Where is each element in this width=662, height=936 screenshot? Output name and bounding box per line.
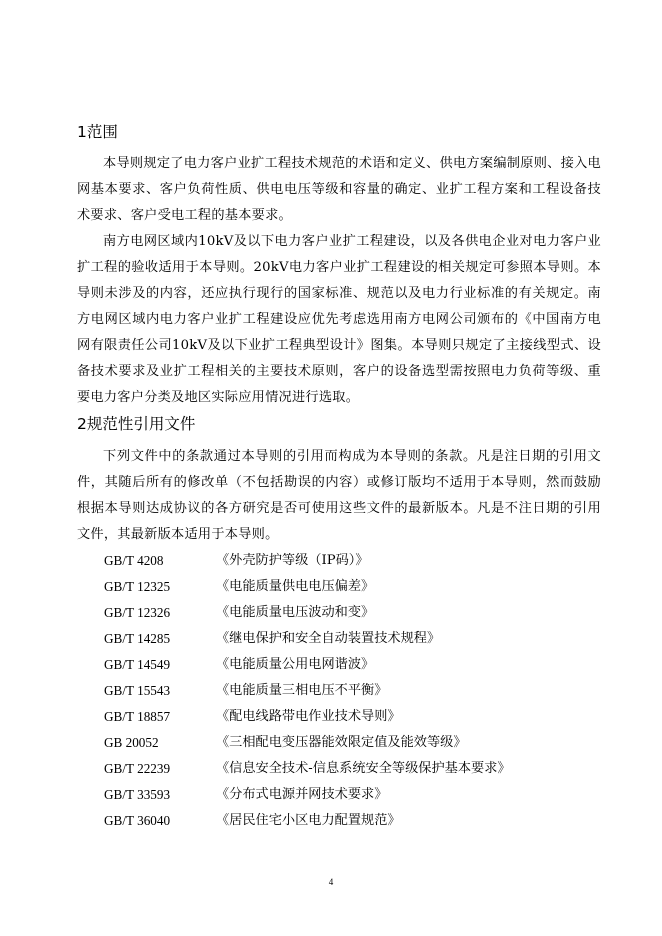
page-number: 4 xyxy=(328,877,334,887)
reference-item xyxy=(0,626,662,652)
references-intro-paragraph: 下列文件中的条款通过本导则的引用而构成为本导则的条款。凡是注日期的引用文件，其随后所有的修改单（不包括勘误的内容）或修订版均不适用于本导则，然而鼓励根据本导则达成协议的各方研究是否可使用这些文件的最新版本。凡是不注日期的引用文件，其最新版本适用于本导则。 xyxy=(77,449,601,542)
section-heading-scope: 1范围 xyxy=(77,123,118,141)
reference-title: 《电能质量电压波动和变》 xyxy=(216,605,375,620)
reference-title: 《电能质量三相电压不平衡》 xyxy=(216,683,388,698)
reference-code: GB/T 12326 xyxy=(104,605,171,620)
reference-item xyxy=(0,574,662,600)
reference-code: GB 20052 xyxy=(104,735,159,750)
reference-code: GB/T 33593 xyxy=(104,787,171,802)
reference-item xyxy=(0,730,662,756)
reference-code: GB/T 4208 xyxy=(104,553,164,568)
reference-title: 《外壳防护等级（IP码）》 xyxy=(216,553,369,568)
reference-code: GB/T 18857 xyxy=(104,709,171,724)
reference-item xyxy=(0,704,662,730)
reference-title: 《电能质量供电电压偏差》 xyxy=(216,579,375,594)
reference-code: GB/T 36040 xyxy=(104,813,171,828)
section-heading-normative-references: 2规范性引用文件 xyxy=(77,415,196,433)
reference-title: 《分布式电源并网技术要求》 xyxy=(216,787,388,802)
reference-title: 《三相配电变压器能效限定值及能效等级》 xyxy=(216,735,467,750)
reference-item xyxy=(0,652,662,678)
reference-code: GB/T 14285 xyxy=(104,631,171,646)
reference-item xyxy=(0,782,662,808)
reference-code: GB/T 12325 xyxy=(104,579,171,594)
reference-title: 《信息安全技术-信息系统安全等级保护基本要求》 xyxy=(216,761,511,776)
reference-title: 《电能质量公用电网谐波》 xyxy=(216,657,375,672)
reference-item xyxy=(0,808,662,834)
reference-code: GB/T 14549 xyxy=(104,657,171,672)
reference-item xyxy=(0,548,662,574)
reference-code: GB/T 22239 xyxy=(104,761,171,776)
reference-item xyxy=(0,756,662,782)
scope-paragraph-1: 本导则规定了电力客户业扩工程技术规范的术语和定义、供电方案编制原则、接入电网基本要求、客户负荷性质、供电电压等级和容量的确定、业扩工程方案和工程设备技术要求、客户受电工程的基本要求。 xyxy=(77,156,601,223)
reference-code: GB/T 15543 xyxy=(104,683,171,698)
reference-title: 《配电线路带电作业技术导则》 xyxy=(216,709,401,724)
reference-list xyxy=(0,548,662,834)
scope-paragraph-2: 南方电网区域内10kV及以下电力客户业扩工程建设，以及各供电企业对电力客户业扩工程的验收适用于本导则。20kV电力客户业扩工程建设的相关规定可参照本导则。本导则未涉及的内容，还应执行现行的国家标准、规范以及电力行业标准的有关规定。南方电网区域内电力客户业扩工程建设应优先考虑选用南方电网公司颁布的《中国南方电网有限责任公司10kV及以下业扩工程典型设计》图集。本导则只规定了主接线型式、设备技术要求及业扩工程相关的主要技术原则，客户的设备选型需按照电力负荷等级、重要电力客户分类及地区实际应用情况进行选取。 xyxy=(77,234,601,405)
reference-item xyxy=(0,678,662,704)
reference-title: 《继电保护和安全自动装置技术规程》 xyxy=(216,631,441,646)
reference-title: 《居民住宅小区电力配置规范》 xyxy=(216,813,401,828)
reference-item xyxy=(0,600,662,626)
